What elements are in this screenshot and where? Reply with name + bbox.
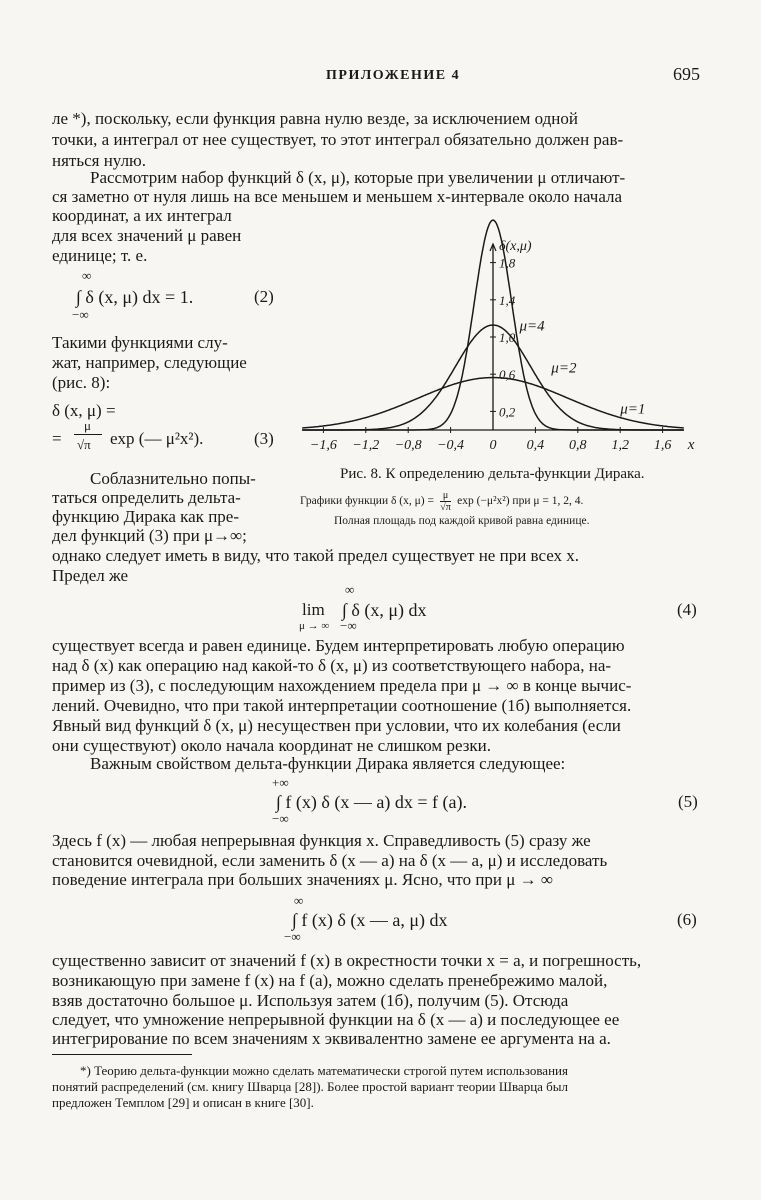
left-col-line: таться определить дельта-	[52, 488, 241, 507]
paragraph-line: над δ (x) как операцию над какой-то δ (x, μ) из соответствующего набора, на-	[52, 656, 612, 675]
eq4-lim: lim	[302, 600, 325, 619]
figure-caption: Рис. 8. К определению дельта-функции Дирака.	[340, 466, 645, 482]
paragraph-line: Рассмотрим набор функций δ (x, μ), которые при увеличении μ отличают-	[90, 168, 626, 187]
eq4-body: ∫ δ (x, μ) dx	[342, 600, 427, 620]
paragraph-line: Явный вид функций δ (x, μ) несуществен при условии, что их колебания (если	[52, 716, 621, 735]
intro-line: точки, а интеграл от нее существует, то этот интеграл обязательно должен рав-	[52, 130, 624, 149]
paragraph-line: они существуют) около начала координат не слишком резки.	[52, 736, 492, 755]
subcaption-frac-num: μ	[440, 490, 451, 502]
eq4-lim-sub: μ → ∞	[299, 620, 330, 632]
x-axis-label: x	[687, 437, 695, 453]
footnote-line: понятий распределений (см. книгу Шварца [28]). Более простой вариант теории Шварца был	[52, 1079, 569, 1094]
x-tick-label: 0,8	[569, 438, 587, 453]
left-col-line: единице; т. е.	[52, 246, 148, 265]
intro-line: ле *), поскольку, если функция равна нулю везде, за исключением одной	[52, 109, 578, 128]
eq6-lower: −∞	[284, 929, 301, 944]
paragraph-line: взяв достаточно большое μ. Используя затем (1б), получим (5). Отсюда	[52, 991, 569, 1010]
figure-subcaption-2: Полная площадь под каждой кривой равна единице.	[334, 515, 590, 527]
eq2-upper: ∞	[82, 268, 92, 283]
paragraph-line: ся заметно от нуля лишь на все меньшем и меньшем x-интервале около начала	[52, 187, 623, 206]
subcaption-frac-den: √π	[440, 502, 451, 513]
eq3-frac-den: √π	[77, 437, 91, 452]
eq6-number: (6)	[677, 910, 697, 929]
left-col-line: Такими функциями слу-	[52, 333, 228, 352]
left-col-line: (рис. 8):	[52, 373, 111, 392]
left-col-line: функцию Дирака как пре-	[52, 507, 239, 526]
x-tick-label: 0,4	[526, 438, 545, 453]
eq5-body: ∫ f (x) δ (x — a) dx = f (a).	[276, 792, 467, 812]
eq2-formula: ∫ δ (x, μ) dx = 1.	[76, 287, 194, 307]
paragraph-line: Предел же	[52, 566, 129, 585]
left-col-line: жат, например, следующие	[52, 353, 247, 372]
eq3-frac-bar	[74, 434, 102, 435]
paragraph-line: возникающую при замене f (x) на f (a), можно сделать пренебрежимо малой,	[52, 971, 608, 990]
x-tick-label: 0	[489, 438, 497, 453]
paragraph-line: Важным свойством дельта-функции Дирака является следующее:	[90, 754, 566, 773]
paragraph-line: поведение интеграла при больших значениях μ. Ясно, что при μ → ∞	[52, 870, 554, 889]
x-tick-label: 1,6	[653, 438, 672, 453]
paragraph-line: существует всегда и равен единице. Будем интерпретировать любую операцию	[52, 636, 625, 655]
paragraph-line: следует, что умножение непрерывной функции на δ (x — a) и последующее ее	[52, 1010, 620, 1029]
figure-subcaption-1	[300, 490, 583, 513]
eq6-upper: ∞	[294, 893, 304, 908]
eq3-line1: δ (x, μ) =	[52, 401, 116, 420]
eq3-rest: exp (— μ²x²).	[110, 429, 204, 448]
curve-label-mu-4: μ=4	[519, 318, 545, 335]
y-tick-label: 1,4	[499, 292, 516, 308]
footnote-rule	[52, 1054, 192, 1055]
curve-label-mu-2: μ=2	[551, 360, 577, 377]
eq5-upper: +∞	[272, 775, 289, 790]
left-col-line: Соблазнительно попы-	[90, 469, 256, 488]
curve-label-mu-1: μ=1	[620, 401, 646, 418]
left-col-line: координат, а их интеграл	[52, 206, 232, 225]
x-tick-label: −0,4	[437, 438, 465, 453]
eq4-number: (4)	[677, 600, 697, 619]
paragraph-line: пример из (3), с последующим нахождением предела при μ → ∞ в конце вычис-	[52, 676, 632, 695]
page-number: 695	[673, 64, 700, 84]
x-tick-label: −1,6	[309, 438, 337, 453]
paragraph-line: становится очевидной, если заменить δ (x — a) на δ (x — a, μ) и исследовать	[52, 851, 608, 870]
eq4-upper: ∞	[345, 582, 355, 597]
eq6-body: ∫ f (x) δ (x — a, μ) dx	[292, 910, 448, 930]
y-axis-label: δ(x,μ)	[499, 239, 532, 254]
figure-chart	[296, 208, 710, 460]
paragraph-line: однако следует иметь в виду, что такой предел существует не при всех x.	[52, 546, 580, 565]
y-tick-label: 0,6	[499, 367, 516, 383]
subcaption-text: Графики функции δ (x, μ) =	[300, 495, 434, 508]
eq3-prefix: =	[52, 429, 62, 448]
paragraph-line: интегрирование по всем значениям x эквивалентно замене ее аргумента на a.	[52, 1029, 611, 1048]
eq3-number: (3)	[254, 429, 274, 448]
y-tick-label: 1,8	[499, 255, 516, 271]
footnote-line: предложен Темплом [29] и описан в книге [30].	[52, 1095, 314, 1110]
eq3-frac-num: μ	[84, 418, 91, 433]
eq2-number: (2)	[254, 287, 274, 306]
y-tick-label: 1,0	[499, 330, 516, 345]
eq4-lower: −∞	[340, 618, 357, 633]
eq5-lower: −∞	[272, 811, 289, 826]
running-header: ПРИЛОЖЕНИЕ 4	[326, 68, 461, 83]
x-tick-label: 1,2	[611, 438, 629, 453]
left-col-line: дел функций (3) при μ→∞;	[52, 526, 247, 545]
subcaption-fraction	[440, 490, 451, 513]
x-tick-label: −1,2	[352, 438, 380, 453]
paragraph-line: Здесь f (x) — любая непрерывная функция x. Справедливость (5) сразу же	[52, 831, 591, 850]
left-col-line: для всех значений μ равен	[52, 226, 242, 245]
paragraph-line: существенно зависит от значений f (x) в окрестности точки x = a, и погрешность,	[52, 951, 642, 970]
x-tick-label: −0,8	[394, 438, 422, 453]
footnote-line: *) Теорию дельта-функции можно сделать математически строгой путем использования	[80, 1063, 568, 1078]
paragraph-line: лений. Очевидно, что при такой интерпретации соотношение (1б) выполняется.	[52, 696, 632, 715]
intro-line: няться нулю.	[52, 151, 146, 170]
y-tick-label: 0,2	[499, 404, 516, 420]
eq2-lower: −∞	[72, 307, 89, 322]
subcaption-text: exp (−μ²x²) при μ = 1, 2, 4.	[457, 495, 584, 508]
eq5-number: (5)	[678, 792, 698, 811]
